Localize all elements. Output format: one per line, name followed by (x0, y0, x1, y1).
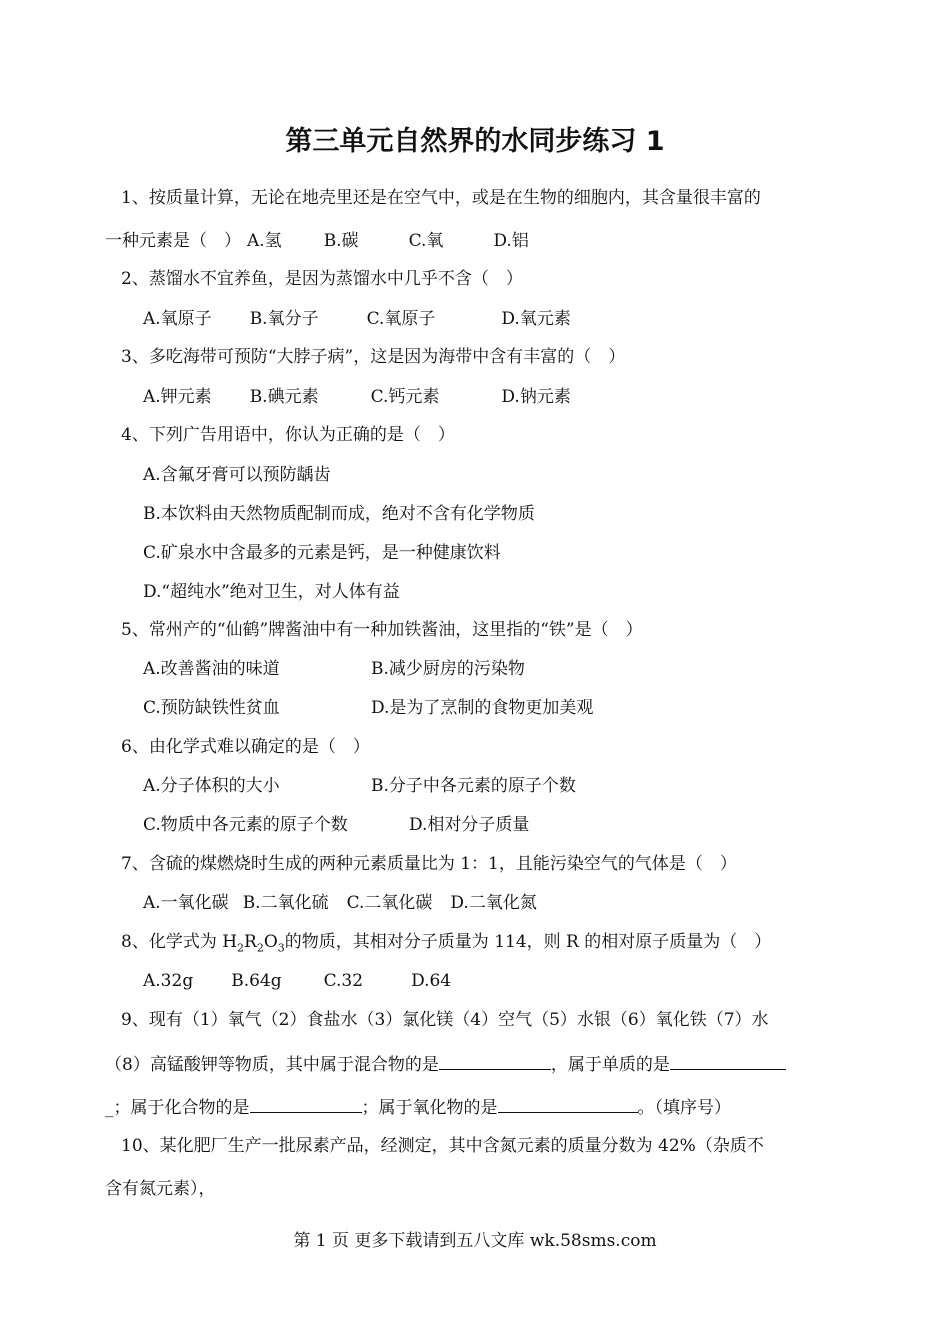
option-b: B.碘元素 (249, 387, 319, 407)
answer-blank[interactable] (670, 1053, 786, 1070)
question-7-options (143, 892, 537, 914)
question-6-stem: 6、由化学式难以确定的是（ ） (121, 737, 370, 757)
option-c: C.氧原子 (366, 309, 436, 329)
option-d: D.铝 (493, 231, 529, 251)
option-c: C.预防缺铁性贫血 (143, 698, 280, 718)
question-10-stem: 10、某化肥厂生产一批尿素产品，经测定，其中含氮元素的质量分数为 42%（杂质不 (121, 1136, 764, 1156)
answer-blank[interactable] (439, 1053, 551, 1070)
page-footer: 第 1 页 更多下载请到五八文库 wk.58sms.com (293, 1231, 657, 1251)
option-b: B.二氧化硫 (242, 893, 329, 913)
option-a: A.钾元素 (143, 387, 212, 407)
answer-blank[interactable] (250, 1096, 362, 1113)
question-4-option-a: A.含氟牙膏可以预防龋齿 (143, 465, 331, 485)
option-c: C.钙元素 (370, 387, 440, 407)
question-9-line-3: _；属于化合物的是 ；属于氧化物的是 。（填序号） (105, 1098, 731, 1118)
option-a: A.分子体积的大小 (143, 776, 280, 796)
question-8-stem: 8、化学式为 $H_2R_2O_3$的物质，其相对分子质量为 114，则 R 的相对原子质量为（ ） (121, 932, 772, 955)
option-a: A.32g (143, 971, 194, 991)
option-d: D.64 (411, 971, 452, 991)
option-a: A.氧原子 (143, 309, 212, 329)
question-4-stem: 4、下列广告用语中，你认为正确的是（ ） (121, 425, 455, 445)
page-title: 第三单元自然界的水同步练习 1 (285, 126, 665, 157)
option-b: B.分子中各元素的原子个数 (371, 776, 576, 796)
question-5-options-row2 (143, 697, 593, 719)
question-1-options (105, 230, 529, 252)
question-1-stem: 1、按质量计算，无论在地壳里还是在空气中，或是在生物的细胞内，其含量很丰富的 (121, 188, 761, 208)
option-d: D.是为了烹制的食物更加美观 (371, 698, 594, 718)
question-9-line-2: （8）高锰酸钾等物质，其中属于混合物的是 ，属于单质的是 (105, 1053, 786, 1076)
question-1-stem-cont: 一种元素是（ ） (105, 231, 241, 251)
question-10-stem-cont: 含有氮元素）， (105, 1179, 216, 1199)
option-d: D.相对分子质量 (409, 815, 530, 835)
option-d: D.二氧化氮 (450, 893, 537, 913)
question-6-options-row2 (143, 814, 529, 836)
option-a: A.一氧化碳 (143, 893, 229, 913)
answer-blank[interactable] (498, 1096, 638, 1113)
option-b: B.64g (231, 971, 282, 991)
option-b: B.减少厨房的污染物 (371, 659, 525, 679)
question-9-stem: 9、现有（1）氧气（2）食盐水（3）氯化镁（4）空气（5）水银（6）氧化铁（7）水 (121, 1010, 769, 1030)
option-c: C.32 (323, 971, 364, 991)
question-6-options-row1 (143, 775, 576, 797)
option-b: B.碳 (323, 231, 359, 251)
option-c: C.氧 (408, 231, 444, 251)
option-a: A.改善酱油的味道 (143, 659, 280, 679)
question-5-stem: 5、常州产的“仙鹤”牌酱油中有一种加铁酱油，这里指的“铁”是（ ） (121, 620, 643, 640)
question-4-option-c: C.矿泉水中含最多的元素是钙，是一种健康饮料 (143, 543, 501, 563)
option-c: C.物质中各元素的原子个数 (143, 815, 348, 835)
question-3-stem: 3、多吃海带可预防“大脖子病”，这是因为海带中含有丰富的（ ） (121, 347, 626, 367)
option-d: D.钠元素 (501, 387, 571, 407)
question-3-options (143, 386, 571, 408)
option-b: B.氧分子 (249, 309, 319, 329)
question-2-options (143, 308, 571, 330)
question-7-stem: 7、含硫的煤燃烧时生成的两种元素质量比为 1：1，且能污染空气的气体是（ ） (121, 854, 737, 874)
option-d: D.氧元素 (501, 309, 571, 329)
question-8-options (143, 970, 451, 992)
question-5-options-row1 (143, 658, 525, 680)
question-4-option-b: B.本饮料由天然物质配制而成，绝对不含有化学物质 (143, 504, 535, 524)
option-a: A.氢 (247, 231, 282, 251)
question-4-option-d: D.“超纯水”绝对卫生，对人体有益 (143, 582, 400, 602)
question-2-stem: 2、蒸馏水不宜养鱼，是因为蒸馏水中几乎不含（ ） (121, 269, 523, 289)
option-c: C.二氧化碳 (346, 893, 433, 913)
